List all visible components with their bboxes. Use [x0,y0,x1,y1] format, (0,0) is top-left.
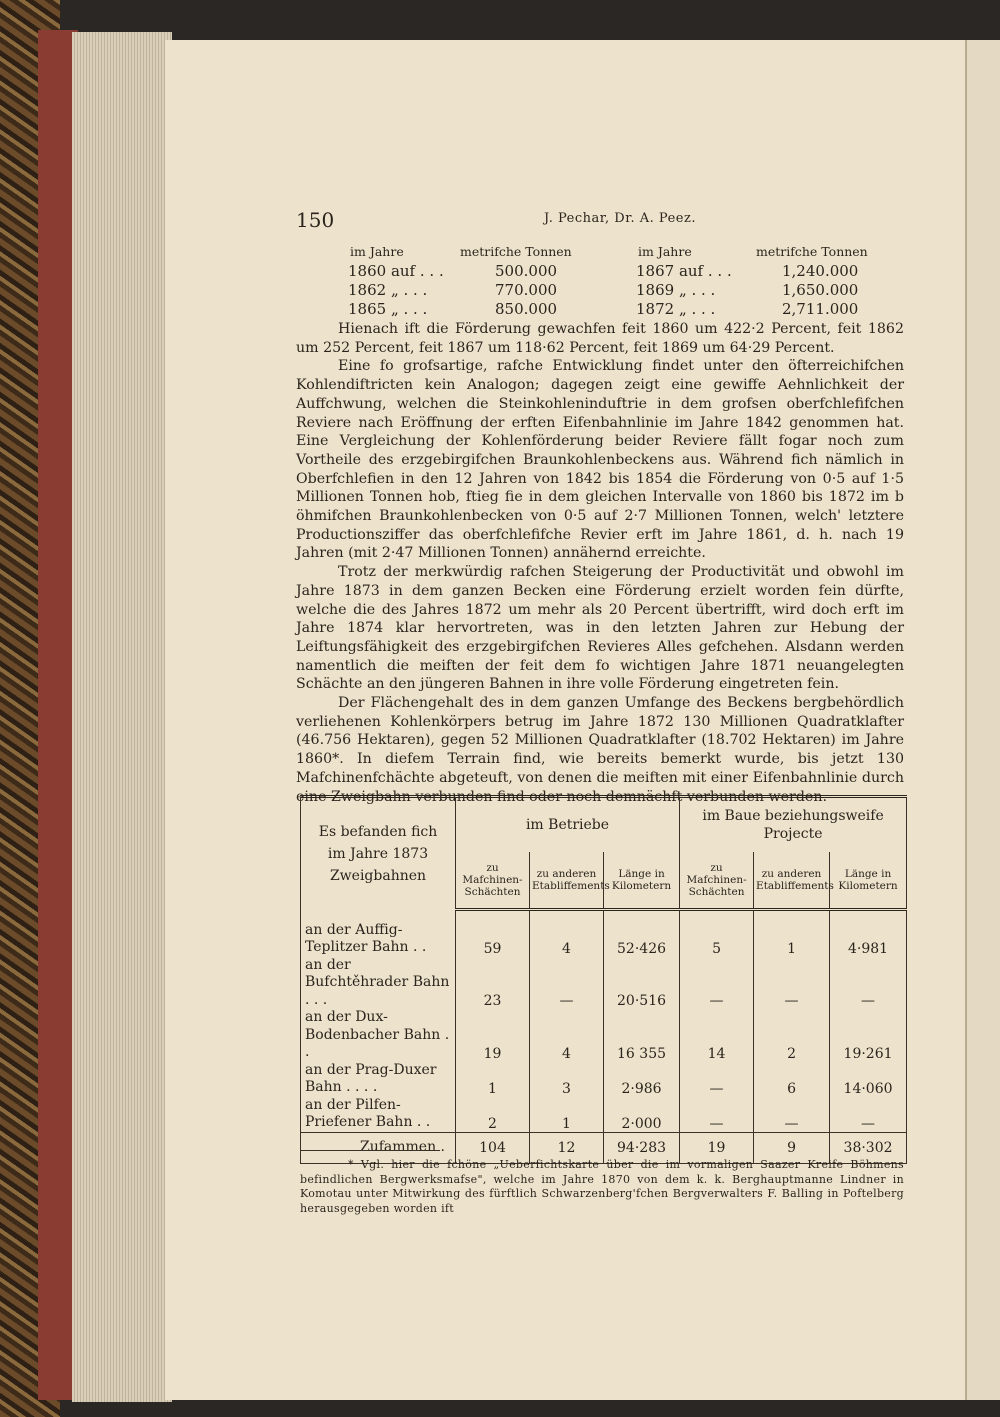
cell-value: 52·426 [604,910,680,957]
total-value: 38·302 [830,1132,907,1163]
paragraph: Eine fo grofsartige, rafche Entwicklung findet unter den öfterreichifchen Kohlendiftricten kein Analogon; dagegen zeigt eine gewiffe Aehnlichkeit der Auffchwung, welchen die Steinkohleninduftrie in dem grofsen oberfchlefifchen Reviere nach Eröffnung der erften Eifenbahnlinie im Jahre 1842 genommen hat. Eine Vergleichung der Kohlenförderung beider Reviere fällt fogar noch zum Vortheile des erzgebirgifchen Braunkohlenbeckens aus. Während fich nämlich in Oberfchlefien in den 12 Jahren von 1842 bis 1854 die Förderung von 0·5 auf 1·5 Millionen Tonnen hob, ftieg fie in dem gleichen Intervalle von 1860 bis 1872 im b öhmifchen Braunkohlenbecken von 0·5 auf 2·7 Millionen Tonnen, welch' letztere Productionsziffer das oberfchlefifche Revier erft im Jahre 1861, d. h. nach 19 Jahren (mit 2·47 Millionen Tonnen) annähernd erreichte. [296,358,904,562]
cell-value: 6 [754,1062,830,1097]
table-row [301,1097,907,1133]
footnote: * Vgl. hier die fchöne „Ueberfichtskarte über die im vormaligen Saazer Kreife Böhmens befindlichen Bergwerksmafse", welche im Jahre 1870 von dem k. k. Berghauptmanne Lindner in Komotau unter Mitwirkung des fürftlich Schwarzenberg'fchen Bergverwalters F. Balling in Poftelberg herausgegeben worden ift [300,1158,904,1215]
branch-railway-table [300,795,907,1164]
cell-value: 59 [456,910,530,957]
total-value: 19 [680,1132,754,1163]
prod-value-a: 850.000 [495,300,558,318]
page-stack-edge [72,32,172,1402]
cell-value: 2·986 [604,1062,680,1097]
group-header-construction: im Baue beziehungsweife Projecte [680,797,907,853]
prod-value-b: 1,240.000 [782,262,859,280]
prod-year-a: 1865 „ . . . [348,300,428,318]
railway-name: an der Prag-Duxer Bahn . . . . [301,1062,456,1097]
col-header-tonnes-b: metrifche Tonnen [756,244,868,259]
cell-value: 20·516 [604,957,680,1010]
col-header-year-a: im Jahre [350,244,404,259]
table-row [301,1062,907,1097]
cell-value: 2 [754,1009,830,1062]
total-value: 9 [754,1132,830,1163]
railway-name: an der Bufchtěhrader Bahn . . . [301,957,456,1010]
cell-value: 19 [456,1009,530,1062]
railway-name: an der Dux-Bodenbacher Bahn . . [301,1009,456,1062]
prod-value-a: 500.000 [495,262,558,280]
footnote-rule [300,1150,440,1151]
table-row [301,1009,907,1062]
railway-name: an der Pilfen-Priefener Bahn . . [301,1097,456,1133]
total-value: 104 [456,1132,530,1163]
cell-value: — [754,957,830,1010]
running-header: J. Pechar, Dr. A. Peez. [544,211,696,226]
paragraph: Der Flächengehalt des in dem ganzen Umfange des Beckens bergbehördlich verliehenen Kohlenkörpers betrug im Jahre 1872 130 Millionen Quadratklafter (46.756 Hektaren), gegen 52 Millionen Quadratklafter (18.702 Hektaren) im Jahre 1860*. In diefem Terrain find, wie bereits bemerkt wurde, bis jetzt 130 Mafchinenfchächte abgeteuft, von denen die meiften mit einer Eifenbahnlinie durch eine Zweigbahn verbunden find oder noch demnächft verbunden werden. [296,695,904,805]
body-text [296,320,904,806]
subheader-other-works: zu anderen Etabliffements [754,852,830,910]
page-number: 150 [296,208,335,232]
prod-year-b: 1867 auf . . . [636,262,732,280]
prod-value-a: 770.000 [495,281,558,299]
total-value: 12 [530,1132,604,1163]
cell-value: — [680,1097,754,1133]
cell-value: — [680,1062,754,1097]
cell-value: 14 [680,1009,754,1062]
paragraph: Trotz der merkwürdig rafchen Steigerung der Productivität und obwohl im Jahre 1873 in dem ganzen Becken eine Förderung erzielt worden fein dürfte, welche die des Jahres 1872 um mehr als 20 Percent übertrifft, wird doch erft im Jahre 1874 klar hervortreten, was in den letzten Jahren zur Hebung der Leiftungsfähigkeit des erzgebirgifchen Revieres Alles gefchehen. Alsdann werden namentlich die meiften der feit dem fo wichtigen Jahre 1871 neuangelegten Schächte an den jüngeren Bahnen in ihre volle Förderung eingetreten fein. [296,564,904,693]
subheader-shafts: zu Mafchinen-Schächten [456,852,530,910]
cell-value: 19·261 [830,1009,907,1062]
prod-year-b: 1872 „ . . . [636,300,716,318]
cell-value: 1 [456,1062,530,1097]
prod-year-a: 1862 „ . . . [348,281,428,299]
paragraph: Hienach ift die Förderung gewachfen feit 1860 um 422·2 Percent, feit 1862 um 252 Percent, feit 1867 um 118·62 Percent, feit 1869 um 64·29 Percent. [296,321,904,356]
cell-value: 4 [530,1009,604,1062]
cell-value: 3 [530,1062,604,1097]
facing-page-edge [965,40,1000,1400]
cell-value: — [530,957,604,1010]
total-value: 94·283 [604,1132,680,1163]
col-header-tonnes-a: metrifche Tonnen [460,244,572,259]
cell-value: — [680,957,754,1010]
prod-value-b: 1,650.000 [782,281,859,299]
prod-value-b: 2,711.000 [782,300,859,318]
cell-value: — [754,1097,830,1133]
prod-year-a: 1860 auf . . . [348,262,444,280]
subheader-shafts: zu Mafchinen-Schächten [680,852,754,910]
cell-value: 1 [754,910,830,957]
cell-value: — [830,1097,907,1133]
subheader-length-km: Länge in Kilometern [830,852,907,910]
subheader-other-works: zu anderen Etabliffements [530,852,604,910]
cell-value: 14·060 [830,1062,907,1097]
cell-value: 2·000 [604,1097,680,1133]
group-header-operating: im Betriebe [456,797,680,853]
railway-name: an der Auffig-Teplitzer Bahn . . [301,910,456,957]
table-row [301,910,907,957]
subheader-length-km: Länge in Kilometern [604,852,680,910]
total-label: Zufammen . [301,1132,456,1163]
cell-value: 23 [456,957,530,1010]
table-corner-header: Es befanden fich im Jahre 1873 Zweigbahnen [301,797,456,910]
cell-value: 2 [456,1097,530,1133]
table-row [301,957,907,1010]
cell-value: 16 355 [604,1009,680,1062]
cell-value: 4·981 [830,910,907,957]
prod-year-b: 1869 „ . . . [636,281,716,299]
cell-value: 4 [530,910,604,957]
cell-value: 5 [680,910,754,957]
cell-value: — [830,957,907,1010]
col-header-year-b: im Jahre [638,244,692,259]
cell-value: 1 [530,1097,604,1133]
